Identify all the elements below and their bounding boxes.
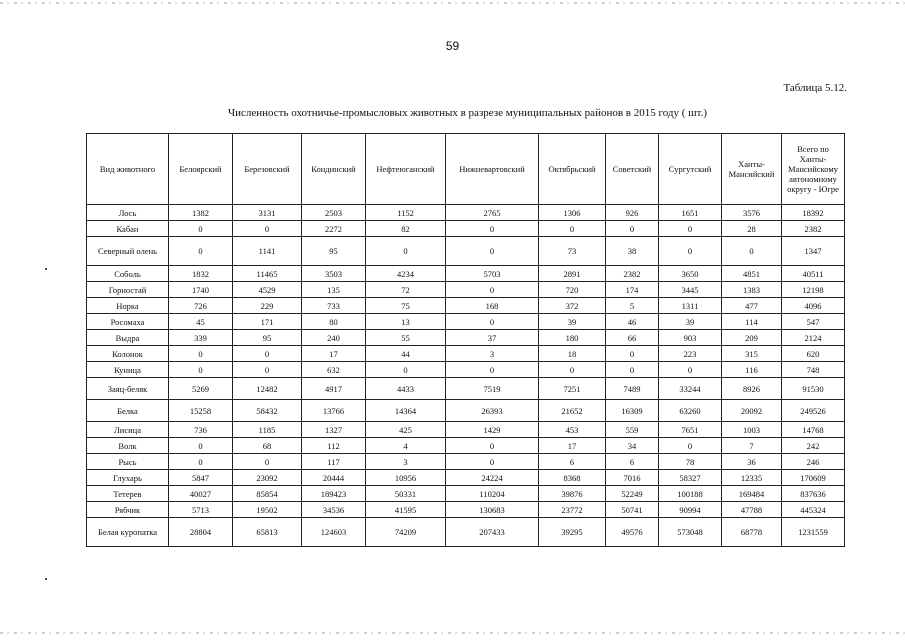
count-cell: 50331 <box>366 486 446 502</box>
count-cell: 0 <box>659 438 722 454</box>
scan-edge-bottom <box>0 632 905 634</box>
count-cell: 229 <box>233 298 302 314</box>
count-cell: 174 <box>606 282 659 298</box>
species-cell: Рябчик <box>87 502 169 518</box>
count-cell: 425 <box>366 422 446 438</box>
count-cell: 12335 <box>722 470 782 486</box>
count-cell: 4529 <box>233 282 302 298</box>
count-cell: 12198 <box>782 282 845 298</box>
table-label: Таблица 5.12. <box>783 82 847 94</box>
count-cell: 135 <box>302 282 366 298</box>
count-cell: 168 <box>446 298 539 314</box>
species-cell: Выдра <box>87 330 169 346</box>
count-cell: 0 <box>606 362 659 378</box>
count-cell: 17 <box>539 438 606 454</box>
count-cell: 3503 <box>302 266 366 282</box>
species-cell: Заяц-беляк <box>87 378 169 400</box>
count-cell: 26393 <box>446 400 539 422</box>
header-kondinsky: Кондинский <box>302 134 366 205</box>
count-cell: 39876 <box>539 486 606 502</box>
count-cell: 733 <box>302 298 366 314</box>
count-cell: 246 <box>782 454 845 470</box>
count-cell: 0 <box>539 362 606 378</box>
count-cell: 1141 <box>233 237 302 266</box>
count-cell: 91530 <box>782 378 845 400</box>
table-row <box>87 205 845 221</box>
count-cell: 0 <box>169 221 233 237</box>
header-nefteyugansky: Нефтеюганский <box>366 134 446 205</box>
count-cell: 47788 <box>722 502 782 518</box>
count-cell: 0 <box>169 346 233 362</box>
count-cell: 28804 <box>169 518 233 547</box>
count-cell: 20444 <box>302 470 366 486</box>
count-cell: 46 <box>606 314 659 330</box>
count-cell: 34536 <box>302 502 366 518</box>
count-cell: 18 <box>539 346 606 362</box>
species-cell: Лось <box>87 205 169 221</box>
species-cell: Белка <box>87 400 169 422</box>
count-cell: 124603 <box>302 518 366 547</box>
count-cell: 445324 <box>782 502 845 518</box>
count-cell: 7016 <box>606 470 659 486</box>
count-cell: 63260 <box>659 400 722 422</box>
species-cell: Кабан <box>87 221 169 237</box>
count-cell: 7251 <box>539 378 606 400</box>
count-cell: 4851 <box>722 266 782 282</box>
table-row <box>87 502 845 518</box>
count-cell: 114 <box>722 314 782 330</box>
count-cell: 926 <box>606 205 659 221</box>
count-cell: 8368 <box>539 470 606 486</box>
count-cell: 1740 <box>169 282 233 298</box>
count-cell: 1383 <box>722 282 782 298</box>
count-cell: 7489 <box>606 378 659 400</box>
count-cell: 726 <box>169 298 233 314</box>
header-species: Вид животного <box>87 134 169 205</box>
count-cell: 0 <box>659 221 722 237</box>
table-row <box>87 346 845 362</box>
count-cell: 3576 <box>722 205 782 221</box>
count-cell: 117 <box>302 454 366 470</box>
count-cell: 14768 <box>782 422 845 438</box>
count-cell: 0 <box>539 221 606 237</box>
count-cell: 39 <box>539 314 606 330</box>
count-cell: 0 <box>169 362 233 378</box>
table-row <box>87 362 845 378</box>
table-row <box>87 486 845 502</box>
count-cell: 65813 <box>233 518 302 547</box>
count-cell: 39295 <box>539 518 606 547</box>
count-cell: 2765 <box>446 205 539 221</box>
count-cell: 0 <box>446 438 539 454</box>
count-cell: 68778 <box>722 518 782 547</box>
count-cell: 5713 <box>169 502 233 518</box>
count-cell: 189423 <box>302 486 366 502</box>
header-nizhnevartovsky: Нижневартовский <box>446 134 539 205</box>
count-cell: 242 <box>782 438 845 454</box>
count-cell: 13766 <box>302 400 366 422</box>
count-cell: 1152 <box>366 205 446 221</box>
count-cell: 1327 <box>302 422 366 438</box>
count-cell: 4 <box>366 438 446 454</box>
count-cell: 0 <box>366 237 446 266</box>
count-cell: 0 <box>659 237 722 266</box>
count-cell: 0 <box>233 362 302 378</box>
count-cell: 3 <box>446 346 539 362</box>
header-beloyarsky: Белоярский <box>169 134 233 205</box>
count-cell: 837636 <box>782 486 845 502</box>
count-cell: 50741 <box>606 502 659 518</box>
count-cell: 82 <box>366 221 446 237</box>
count-cell: 8926 <box>722 378 782 400</box>
table-row <box>87 298 845 314</box>
header-khanty-mansiysky: Ханты-Мансийский <box>722 134 782 205</box>
count-cell: 720 <box>539 282 606 298</box>
species-cell: Глухарь <box>87 470 169 486</box>
count-cell: 240 <box>302 330 366 346</box>
count-cell: 1185 <box>233 422 302 438</box>
count-cell: 41595 <box>366 502 446 518</box>
count-cell: 1231559 <box>782 518 845 547</box>
count-cell: 100188 <box>659 486 722 502</box>
count-cell: 632 <box>302 362 366 378</box>
count-cell: 38 <box>606 237 659 266</box>
scan-speck <box>45 578 47 580</box>
count-cell: 207433 <box>446 518 539 547</box>
species-cell: Куница <box>87 362 169 378</box>
count-cell: 80 <box>302 314 366 330</box>
count-cell: 55 <box>366 330 446 346</box>
count-cell: 49576 <box>606 518 659 547</box>
table-row <box>87 237 845 266</box>
count-cell: 66 <box>606 330 659 346</box>
count-cell: 170609 <box>782 470 845 486</box>
table-row <box>87 266 845 282</box>
count-cell: 4234 <box>366 266 446 282</box>
header-oktyabrsky: Октябрьский <box>539 134 606 205</box>
count-cell: 0 <box>169 237 233 266</box>
count-cell: 18392 <box>782 205 845 221</box>
table-row <box>87 454 845 470</box>
count-cell: 20092 <box>722 400 782 422</box>
count-cell: 24224 <box>446 470 539 486</box>
count-cell: 223 <box>659 346 722 362</box>
count-cell: 372 <box>539 298 606 314</box>
count-cell: 6 <box>606 454 659 470</box>
count-cell: 110204 <box>446 486 539 502</box>
count-cell: 2272 <box>302 221 366 237</box>
count-cell: 40027 <box>169 486 233 502</box>
count-cell: 0 <box>722 237 782 266</box>
count-cell: 7651 <box>659 422 722 438</box>
count-cell: 0 <box>366 362 446 378</box>
count-cell: 2891 <box>539 266 606 282</box>
table-row <box>87 330 845 346</box>
table-row <box>87 221 845 237</box>
count-cell: 1003 <box>722 422 782 438</box>
count-cell: 547 <box>782 314 845 330</box>
count-cell: 5847 <box>169 470 233 486</box>
count-cell: 13 <box>366 314 446 330</box>
count-cell: 17 <box>302 346 366 362</box>
count-cell: 58327 <box>659 470 722 486</box>
count-cell: 209 <box>722 330 782 346</box>
count-cell: 95 <box>302 237 366 266</box>
count-cell: 0 <box>606 346 659 362</box>
count-cell: 1651 <box>659 205 722 221</box>
count-cell: 1429 <box>446 422 539 438</box>
count-cell: 0 <box>169 454 233 470</box>
header-sovetsky: Советский <box>606 134 659 205</box>
count-cell: 14364 <box>366 400 446 422</box>
count-cell: 72 <box>366 282 446 298</box>
count-cell: 903 <box>659 330 722 346</box>
count-cell: 36 <box>722 454 782 470</box>
count-cell: 3445 <box>659 282 722 298</box>
species-cell: Северный олень <box>87 237 169 266</box>
count-cell: 52249 <box>606 486 659 502</box>
count-cell: 0 <box>233 454 302 470</box>
species-cell: Волк <box>87 438 169 454</box>
count-cell: 0 <box>446 282 539 298</box>
count-cell: 28 <box>722 221 782 237</box>
species-cell: Рысь <box>87 454 169 470</box>
count-cell: 44 <box>366 346 446 362</box>
count-cell: 0 <box>659 362 722 378</box>
population-table <box>86 133 845 547</box>
count-cell: 11465 <box>233 266 302 282</box>
count-cell: 39 <box>659 314 722 330</box>
count-cell: 736 <box>169 422 233 438</box>
count-cell: 7 <box>722 438 782 454</box>
table-row <box>87 378 845 400</box>
count-cell: 5269 <box>169 378 233 400</box>
count-cell: 339 <box>169 330 233 346</box>
count-cell: 249526 <box>782 400 845 422</box>
count-cell: 477 <box>722 298 782 314</box>
count-cell: 0 <box>446 454 539 470</box>
count-cell: 21652 <box>539 400 606 422</box>
count-cell: 180 <box>539 330 606 346</box>
count-cell: 16309 <box>606 400 659 422</box>
table-row <box>87 314 845 330</box>
count-cell: 1311 <box>659 298 722 314</box>
count-cell: 1832 <box>169 266 233 282</box>
count-cell: 23772 <box>539 502 606 518</box>
count-cell: 58432 <box>233 400 302 422</box>
count-cell: 0 <box>446 221 539 237</box>
count-cell: 1382 <box>169 205 233 221</box>
count-cell: 68 <box>233 438 302 454</box>
scan-speck <box>45 268 47 270</box>
count-cell: 45 <box>169 314 233 330</box>
count-cell: 116 <box>722 362 782 378</box>
count-cell: 2382 <box>782 221 845 237</box>
count-cell: 90994 <box>659 502 722 518</box>
count-cell: 620 <box>782 346 845 362</box>
count-cell: 315 <box>722 346 782 362</box>
count-cell: 0 <box>233 346 302 362</box>
count-cell: 95 <box>233 330 302 346</box>
count-cell: 573048 <box>659 518 722 547</box>
page-number: 59 <box>445 39 460 53</box>
count-cell: 0 <box>606 221 659 237</box>
count-cell: 73 <box>539 237 606 266</box>
species-cell: Соболь <box>87 266 169 282</box>
count-cell: 85854 <box>233 486 302 502</box>
table-row <box>87 282 845 298</box>
header-total: Всего по Ханты-Мансийскому автономному округу - Югре <box>782 134 845 205</box>
header-berezovsky: Березовский <box>233 134 302 205</box>
count-cell: 19502 <box>233 502 302 518</box>
count-cell: 37 <box>446 330 539 346</box>
count-cell: 0 <box>446 314 539 330</box>
count-cell: 2503 <box>302 205 366 221</box>
count-cell: 12482 <box>233 378 302 400</box>
species-cell: Тетерев <box>87 486 169 502</box>
count-cell: 1306 <box>539 205 606 221</box>
count-cell: 1347 <box>782 237 845 266</box>
scan-edge-top <box>0 2 905 4</box>
count-cell: 748 <box>782 362 845 378</box>
count-cell: 40511 <box>782 266 845 282</box>
count-cell: 75 <box>366 298 446 314</box>
header-surgutsky: Сургутский <box>659 134 722 205</box>
count-cell: 78 <box>659 454 722 470</box>
species-cell: Колонок <box>87 346 169 362</box>
table-row <box>87 518 845 547</box>
count-cell: 112 <box>302 438 366 454</box>
count-cell: 10956 <box>366 470 446 486</box>
table-row <box>87 438 845 454</box>
count-cell: 130683 <box>446 502 539 518</box>
species-cell: Росомаха <box>87 314 169 330</box>
count-cell: 4917 <box>302 378 366 400</box>
count-cell: 3650 <box>659 266 722 282</box>
species-cell: Лисица <box>87 422 169 438</box>
table-row <box>87 422 845 438</box>
table-row <box>87 400 845 422</box>
count-cell: 6 <box>539 454 606 470</box>
count-cell: 2124 <box>782 330 845 346</box>
count-cell: 5703 <box>446 266 539 282</box>
table-header-row <box>87 134 845 205</box>
count-cell: 23092 <box>233 470 302 486</box>
count-cell: 0 <box>446 237 539 266</box>
count-cell: 559 <box>606 422 659 438</box>
count-cell: 0 <box>169 438 233 454</box>
count-cell: 2382 <box>606 266 659 282</box>
species-cell: Горностай <box>87 282 169 298</box>
document-title: Численность охотничье-промысловых животных в разрезе муниципальных районов в 2015 году ( шт.) <box>227 107 708 119</box>
count-cell: 169484 <box>722 486 782 502</box>
count-cell: 34 <box>606 438 659 454</box>
count-cell: 7519 <box>446 378 539 400</box>
count-cell: 5 <box>606 298 659 314</box>
table-row <box>87 470 845 486</box>
count-cell: 0 <box>233 221 302 237</box>
count-cell: 3 <box>366 454 446 470</box>
count-cell: 33244 <box>659 378 722 400</box>
count-cell: 15258 <box>169 400 233 422</box>
count-cell: 74209 <box>366 518 446 547</box>
count-cell: 453 <box>539 422 606 438</box>
count-cell: 4433 <box>366 378 446 400</box>
count-cell: 171 <box>233 314 302 330</box>
species-cell: Норка <box>87 298 169 314</box>
species-cell: Белая куропатка <box>87 518 169 547</box>
count-cell: 4096 <box>782 298 845 314</box>
count-cell: 3131 <box>233 205 302 221</box>
count-cell: 0 <box>446 362 539 378</box>
